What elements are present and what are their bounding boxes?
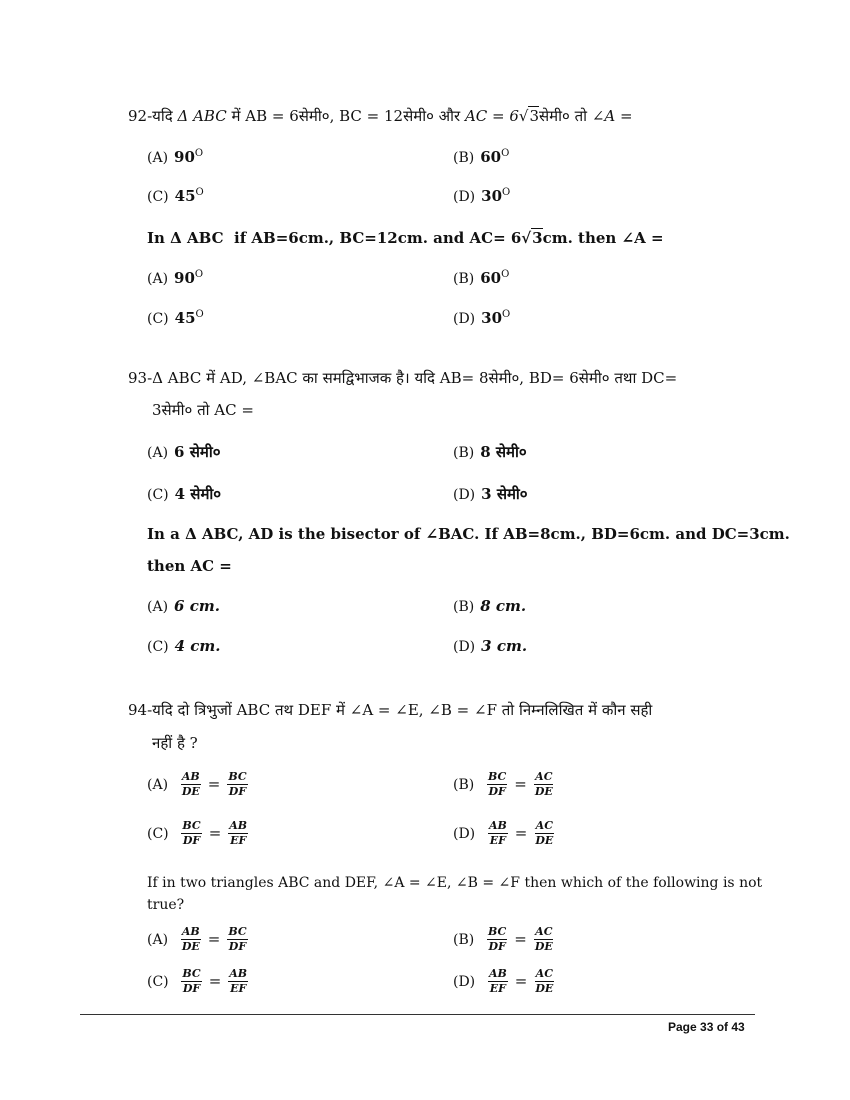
q94-english-question-line2: true? [147, 897, 185, 913]
q92-ab: AB = 6सेमी०, [245, 107, 335, 125]
q92-hi-option-c: (C) $45^O$ [147, 187, 204, 205]
q93-number: 93- [128, 369, 153, 387]
q92-hi-option-a: (A) $90^O$ [147, 148, 204, 166]
q93-en-option-a: (A) 6 cm. [147, 597, 220, 615]
q92-en-option-d: (D) $30^O$ [453, 309, 511, 327]
q92-radicand: 3 [529, 107, 540, 125]
q93-hi-option-c: (C) 4 सेमी० [147, 485, 222, 503]
q92-hi-option-b: (B) $60^O$ [453, 148, 510, 166]
q92-angle: ∠A = [591, 107, 633, 125]
q94-hindi-question-line2: नहीं है ? [152, 734, 198, 752]
q92-en-in: In Δ ABC [147, 229, 224, 247]
q93-english-question-line2: then AC = [147, 557, 232, 575]
q92-word-aur: और [438, 107, 461, 125]
q92-triangle: Δ ABC [177, 107, 227, 125]
q92-en-rest: cm. then ∠A = [542, 229, 664, 247]
q93-hi-option-d: (D) 3 सेमी० [453, 485, 528, 503]
q92-word-yadi: यदि [152, 107, 173, 125]
q92-word-to: तो [574, 107, 588, 125]
q92-ac: AC = 6 [464, 107, 519, 125]
q92-bc: BC = 12सेमी० [339, 107, 434, 125]
q92-en-option-c: (C) $45^O$ [147, 309, 204, 327]
q94-en-option-a: (A) $\frac{AB}{DE}$ = $\frac{BC}{DF}$ [147, 925, 247, 953]
q93-hi-option-b: (B) 8 सेमी० [453, 443, 527, 461]
q93-hi-option-a: (A) 6 सेमी० [147, 443, 221, 461]
q92-en-if: if AB=6cm., BC=12cm. and AC= 6 [234, 229, 522, 247]
q92-en-radicand: 3 [532, 229, 543, 247]
q94-hi-option-c: (C) $\frac{BC}{DF}$ = $\frac{AB}{EF}$ [147, 819, 248, 847]
q92-word-me: में [231, 107, 241, 125]
q92-en-option-b: (B) $60^O$ [453, 269, 510, 287]
q94-en-option-d: (D) $\frac{AB}{EF}$ = $\frac{AC}{DE}$ [453, 967, 554, 995]
q92-hindi-question: 92-यदि Δ ABC में AB = 6सेमी०, BC = 12सेमी० और AC = 6√3सेमी० तो ∠A = [128, 107, 633, 125]
q92-ac-unit: सेमी० [539, 107, 570, 125]
q94-en-option-c: (C) $\frac{BC}{DF}$ = $\frac{AB}{EF}$ [147, 967, 248, 995]
q93-hi-line1-text: Δ ABC में AD, ∠BAC का समद्विभाजक है। यदि AB= 8सेमी०, BD= 6सेमी० तथा DC= [152, 369, 678, 387]
q93-en-option-c: (C) 4 cm. [147, 637, 221, 655]
q92-en-option-a: (A) $90^O$ [147, 269, 204, 287]
q94-english-question-line1: If in two triangles ABC and DEF, ∠A = ∠E, ∠B = ∠F then which of the following is not [147, 875, 763, 891]
q92-number: 92- [128, 107, 153, 125]
q94-hi-option-b: (B) $\frac{BC}{DF}$ = $\frac{AC}{DE}$ [453, 770, 553, 798]
q93-hindi-question-line1 [128, 368, 677, 388]
q93-english-question-line1: In a Δ ABC, AD is the bisector of ∠BAC. If AB=8cm., BD=6cm. and DC=3cm. [147, 525, 790, 543]
q94-hi-option-d: (D) $\frac{AB}{EF}$ = $\frac{AC}{DE}$ [453, 819, 554, 847]
q93-en-option-d: (D) 3 cm. [453, 637, 528, 655]
q93-en-option-b: (B) 8 cm. [453, 597, 527, 615]
q94-en-option-b: (B) $\frac{BC}{DF}$ = $\frac{AC}{DE}$ [453, 925, 553, 953]
q94-hi-line1-text: यदि दो त्रिभुजों ABC तथ DEF में ∠A = ∠E, ∠B = ∠F तो निम्नलिखित में कौन सही [152, 701, 653, 719]
q94-hi-option-a: (A) $\frac{AB}{DE}$ = $\frac{BC}{DF}$ [147, 770, 247, 798]
q94-number: 94- [128, 701, 153, 719]
q93-hindi-question-line2: 3सेमी० तो AC = [152, 401, 254, 419]
q92-hi-option-d: (D) $30^O$ [453, 187, 511, 205]
q92-english-question: In Δ ABC if AB=6cm., BC=12cm. and AC= 6√3cm. then ∠A = [147, 229, 664, 247]
page-number: Page 33 of 43 [668, 1020, 745, 1034]
footer-divider [80, 1014, 755, 1015]
q94-hindi-question-line1 [128, 700, 652, 720]
